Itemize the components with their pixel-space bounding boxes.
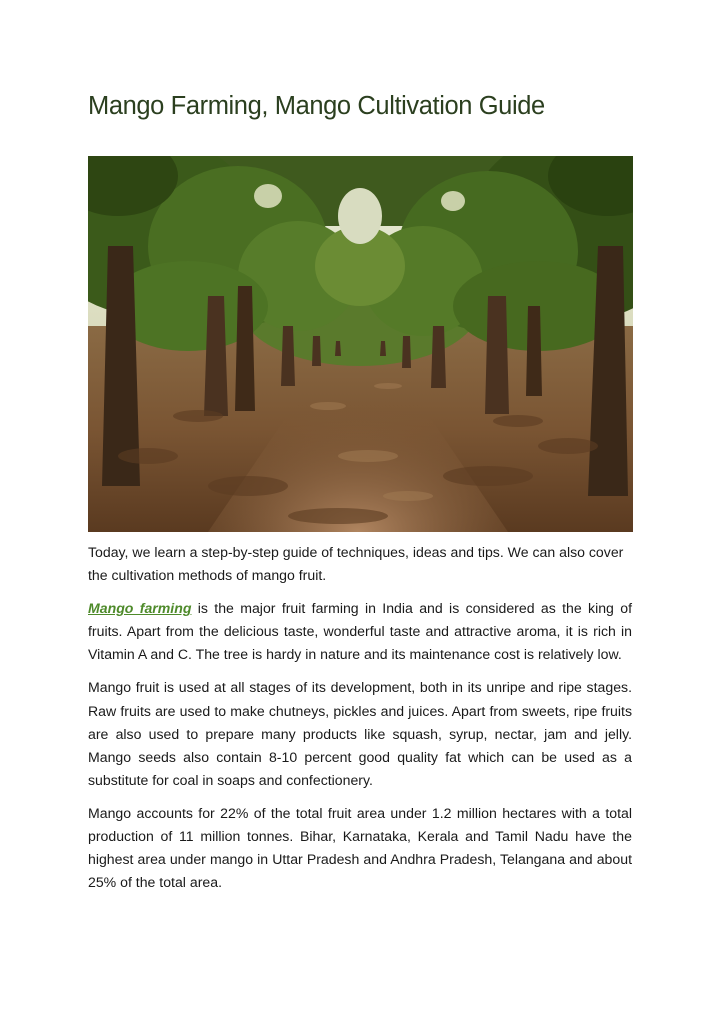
paragraph-mango-farming [88,597,632,666]
mango-farming-link[interactable]: Mango farming [88,600,192,617]
paragraph-mango-uses: Mango fruit is used at all stages of its development, both in its unripe and ripe stages. Raw fruits are used to make chutneys, pickles and juices. Apart from sweets, ripe fruits are also used to prepare many products like squash, syrup, nectar, jam and jelly. Mango seeds also contain 8-10 percent good quality fat which can be used as a substitute for coal in soaps and confectionery. [88,679,632,788]
paragraph-mango-farming-text: is the major fruit farming in India and is considered as the king of fruits. Apart from the delicious taste, wonderful taste and attractive aroma, it is rich in Vitamin A and C. The tree is hardy in nature and its maintenance cost is relatively low. [88,600,632,663]
page-title: Mango Farming, Mango Cultivation Guide [88,92,545,120]
paragraph-mango-area: Mango accounts for 22% of the total fruit area under 1.2 million hectares with a total production of 11 million tonnes. Bihar, Karnataka, Kerala and Tamil Nadu have the highest area under mango in Uttar Pradesh and Andhra Pradesh, Telangana and about 25% of the total area. [88,804,632,891]
article-body [88,541,632,904]
intro-paragraph: Today, we learn a step-by-step guide of techniques, ideas and tips. We can also cover the cultivation methods of mango fruit. [88,544,624,584]
mango-orchard-photo [88,156,633,532]
